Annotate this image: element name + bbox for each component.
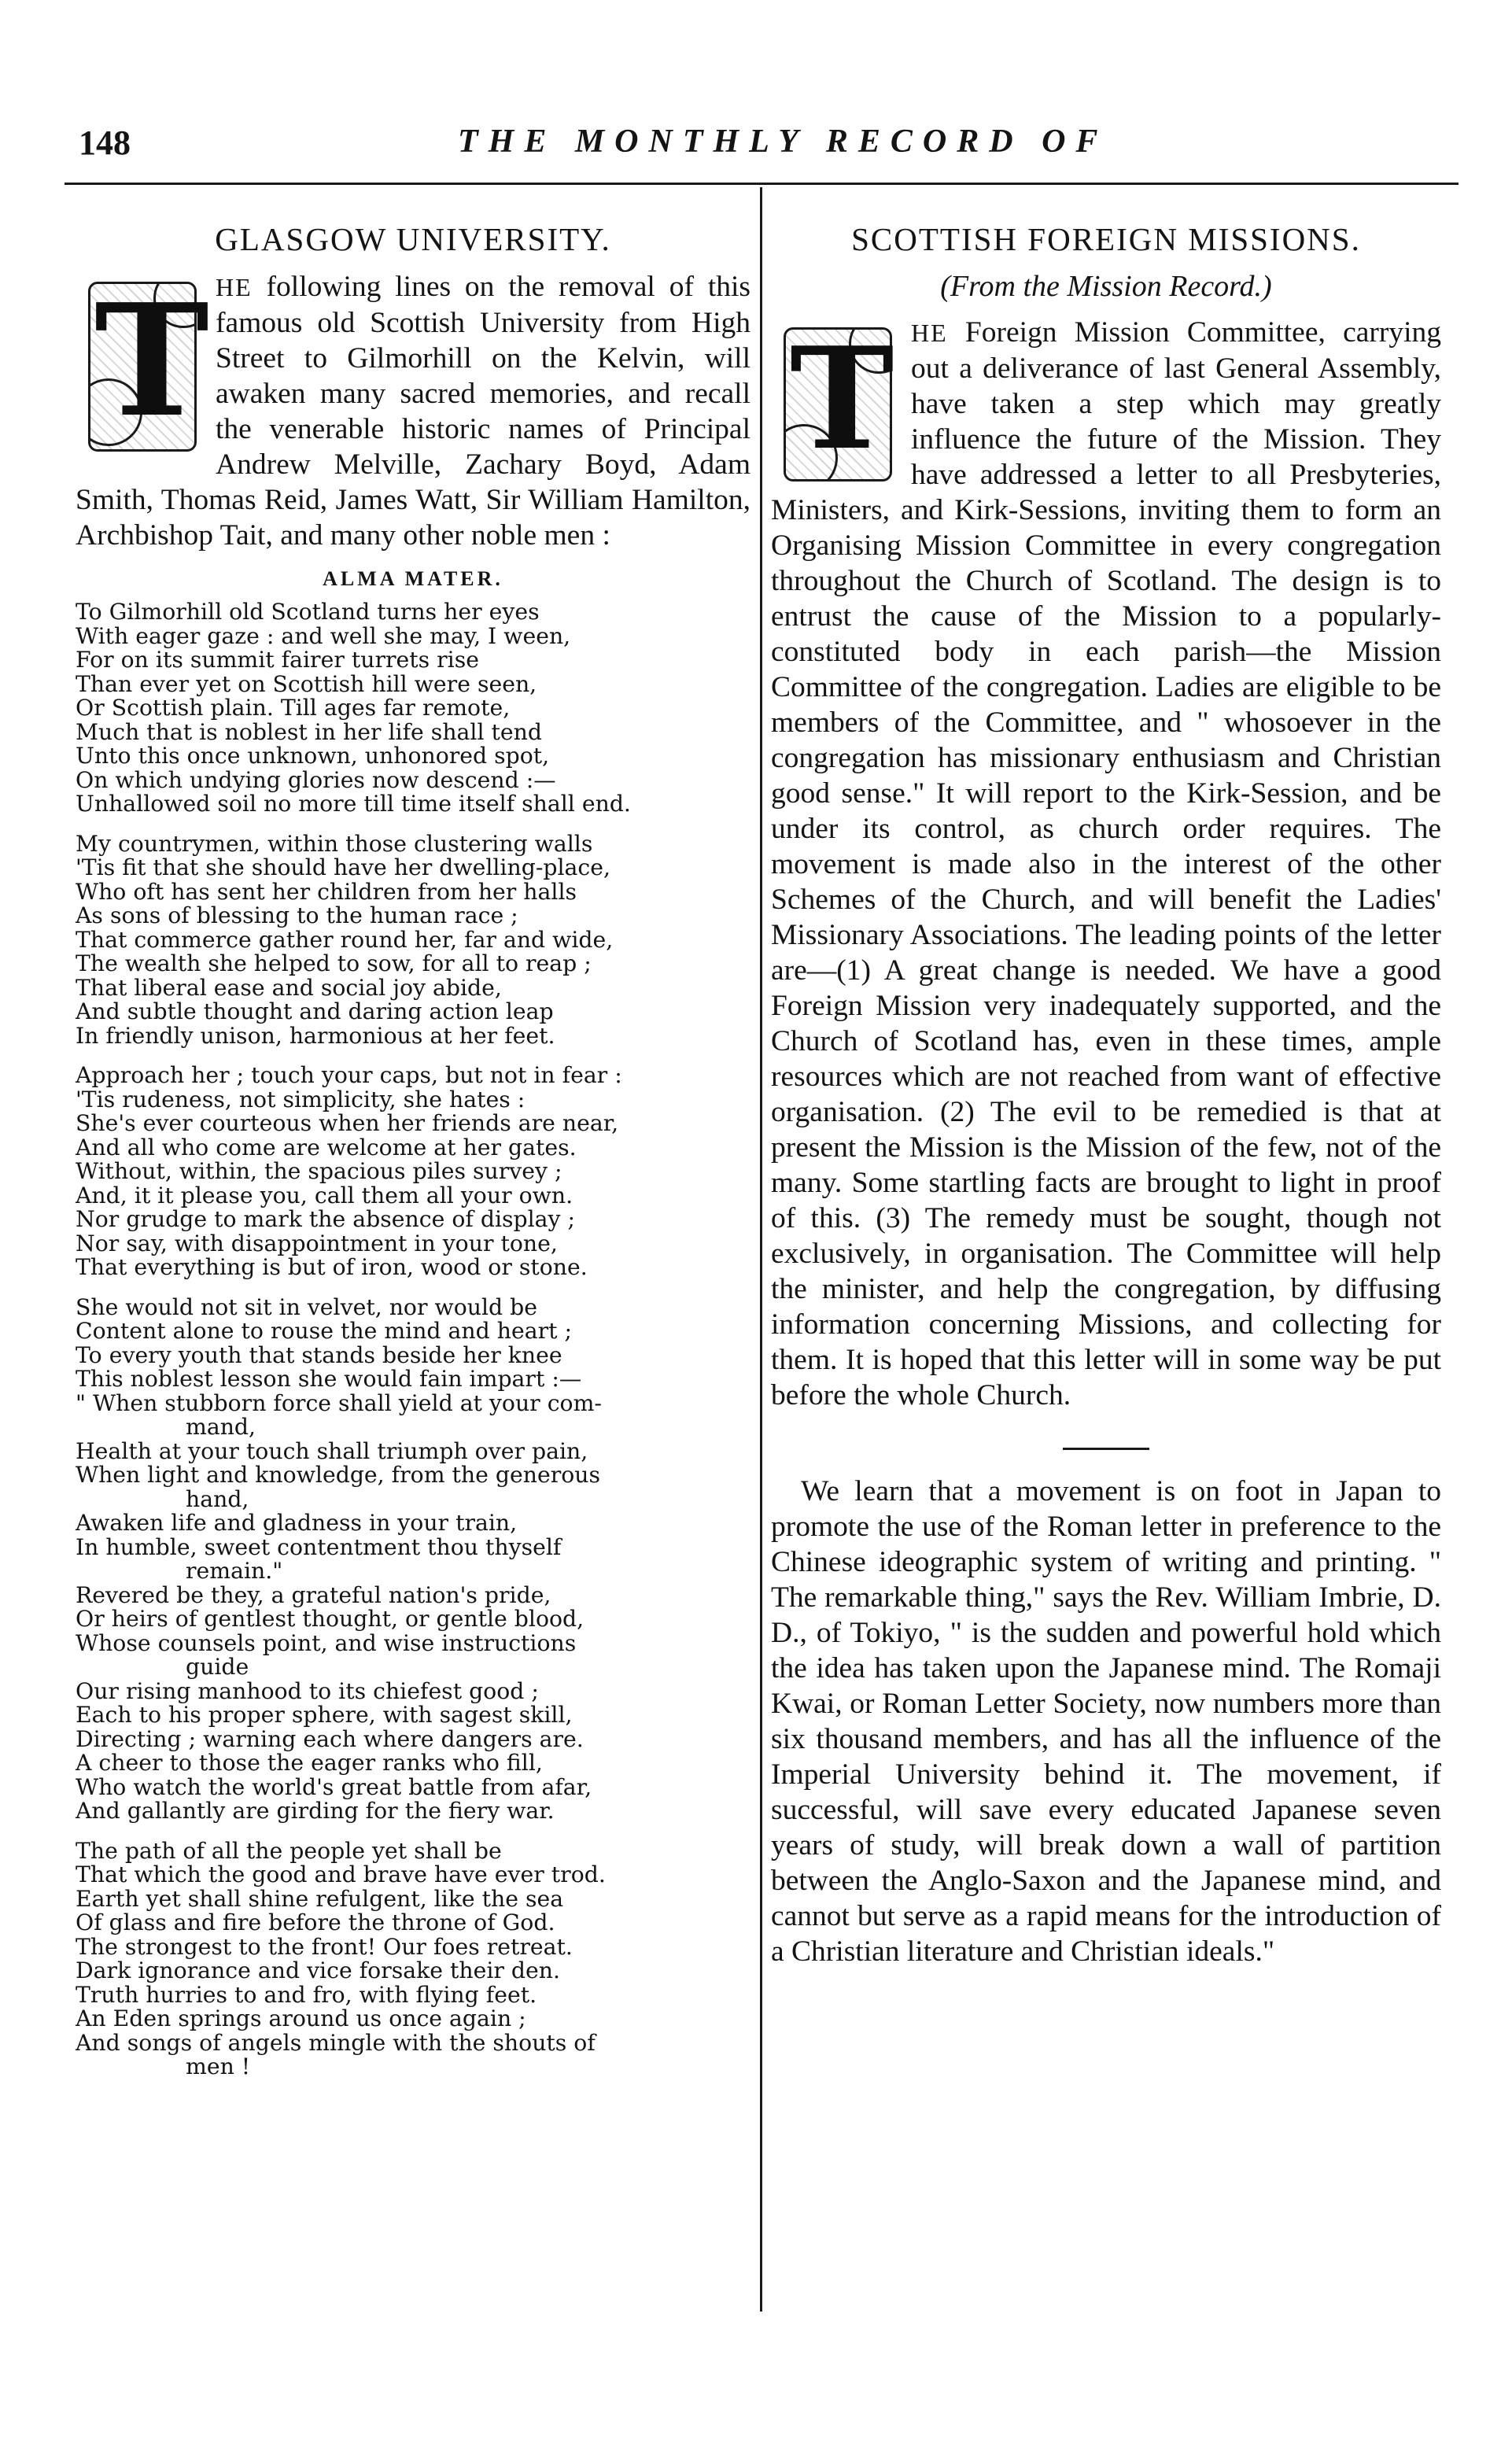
running-header xyxy=(65,118,1457,181)
poem-line: Without, within, the spacious piles survey ; xyxy=(76,1158,562,1184)
poem-stanza xyxy=(76,832,750,1049)
poem-line: 'Tis fit that she should have her dwelling-place, xyxy=(76,854,611,880)
poem-line: That commerce gather round her, far and wide, xyxy=(76,926,614,953)
poem-line: Much that is noblest in her life shall tend xyxy=(76,718,542,745)
poem-line: Who watch the world's great battle from afar, xyxy=(76,1773,592,1800)
poem-line: A cheer to those the eager ranks who fill, xyxy=(76,1750,543,1776)
poem-title: ALMA MATER. xyxy=(323,567,503,590)
poem-line: 'Tis rudeness, not simplicity, she hates : xyxy=(76,1086,526,1112)
poem-line: And songs of angels mingle with the shouts of xyxy=(76,2029,596,2056)
poem-line: men ! xyxy=(186,2053,251,2079)
running-title: THE MONTHLY RECORD OF xyxy=(458,124,1108,160)
poem-line: Directing ; warning each where dangers are. xyxy=(76,1725,584,1752)
poem-line: " When stubborn force shall yield at your com- xyxy=(76,1389,602,1416)
poem-line: And all who come are welcome at her gates. xyxy=(76,1134,577,1160)
poem-line: Awaken life and gladness in your train, xyxy=(76,1510,518,1536)
article-title-glasgow: GLASGOW UNIVERSITY. xyxy=(215,221,611,257)
poem-line: Of glass and fire before the throne of God. xyxy=(76,1909,555,1935)
poem-line: Whose counsels point, and wise instructions xyxy=(76,1629,577,1656)
poem-line: mand, xyxy=(186,1414,256,1440)
poem-line: In friendly unison, harmonious at her feet. xyxy=(76,1022,555,1049)
poem-line: With eager gaze : and well she may, I ween, xyxy=(76,622,571,649)
japan-paragraph: We learn that a movement is on foot in Japan to promote the use of the Roman letter in preference to the Chinese ideographic system of writing and printing. " The remarkable thing," says the Rev. William Imbrie, D. D., of Tokiyo, " is the sudden and powerful hold which the idea has taken upon the Japanese mind. The Romaji Kwai, or Roman Letter Society, now numbers more than six thousand members, and has all the influence of the Imperial University behind it. The movement, if successful, will save every educated Japanese seven years of study, will break down a wall of partition between the Anglo-Saxon and the Japanese mind, and cannot but serve as a rapid means for the introduction of a Christian literature and Christian ideals." xyxy=(771,1475,1441,1968)
poem-line: Each to his proper sphere, with sagest skill, xyxy=(76,1702,573,1728)
poem-line: In humble, sweet contentment thou thyself xyxy=(76,1533,562,1560)
poem-line: Our rising manhood to its chiefest good ; xyxy=(76,1677,539,1704)
poem-line: To every youth that stands beside her knee xyxy=(76,1341,562,1368)
poem-line: My countrymen, within those clustering walls xyxy=(76,830,593,857)
poem-line: To Gilmorhill old Scotland turns her eyes xyxy=(76,599,540,625)
poem-line: Revered be they, a grateful nation's pride, xyxy=(76,1581,551,1608)
poem-stanza xyxy=(76,1839,750,2079)
header-rule xyxy=(65,183,1459,185)
section-separator xyxy=(1063,1448,1149,1450)
poem-line: And gallantly are girding for the fiery war. xyxy=(76,1798,555,1824)
article-source: (From the Mission Record.) xyxy=(940,270,1272,303)
drop-cap-letter: T xyxy=(790,316,894,481)
poem-line: Earth yet shall shine refulgent, like the sea xyxy=(76,1885,564,1912)
poem-line: She would not sit in velvet, nor would be xyxy=(76,1293,537,1320)
poem-line: Or heirs of gentlest thought, or gentle blood, xyxy=(76,1606,585,1632)
poem-line: For on its summit fairer turrets rise xyxy=(76,647,479,673)
poem-alma-mater xyxy=(76,600,750,2079)
poem-line: Unto this once unknown, unhonored spot, xyxy=(76,743,550,769)
poem-stanza xyxy=(76,600,750,817)
poem-line: Approach her ; touch your caps, but not in fear : xyxy=(76,1062,622,1088)
column-divider xyxy=(760,187,762,2312)
page-number: 148 xyxy=(79,124,131,162)
poem-line: Truth hurries to and fro, with flying feet. xyxy=(76,1981,537,2008)
poem-line: That everything is but of iron, wood or stone. xyxy=(76,1254,588,1280)
poem-line: The path of all the people yet shall be xyxy=(76,1837,502,1864)
poem-line: That which the good and brave have ever trod. xyxy=(76,1861,606,1887)
poem-line: guide xyxy=(186,1654,249,1680)
poem-line: The wealth she helped to sow, for all to reap ; xyxy=(76,950,592,976)
article-title-missions: SCOTTISH FOREIGN MISSIONS. xyxy=(851,221,1361,257)
poem-line: Than ever yet on Scottish hill were seen, xyxy=(76,670,537,697)
poem-line: Content alone to rouse the mind and heart ; xyxy=(76,1318,573,1344)
paragraph-first-word: HE xyxy=(911,319,948,347)
missions-paragraph xyxy=(771,315,1441,1413)
right-column xyxy=(771,197,1441,1969)
poem-line: Dark ignorance and vice forsake their den. xyxy=(76,1957,560,1983)
poem-stanza xyxy=(76,1293,750,1824)
intro-text: following lines on the removal of this famous old Scottish University from High Street to Gilmorhill on the Kelvin, will awaken many sacred memories, and recall the venerable historic names of Principal Andrew Melville, Zachary Boyd, Adam Smith, Thomas Reid, James Watt, Sir William Hamilton, Archbishop Tait, and many other noble men : xyxy=(76,271,751,552)
poem-line: When light and knowledge, from the generous xyxy=(76,1462,601,1488)
glasgow-intro xyxy=(76,269,750,553)
left-column xyxy=(76,197,750,2095)
poem-line: Or Scottish plain. Till ages far remote, xyxy=(76,695,511,721)
poem-line: This noblest lesson she would fain impart :— xyxy=(76,1366,582,1392)
poem-line: The strongest to the front! Our foes retreat. xyxy=(76,1933,573,1960)
drop-cap-ornament xyxy=(771,316,900,488)
paragraph-text: Foreign Mission Committee, carrying out a deliverance of last General Assembly, have taken a step which may greatly influence the future of the Mission. They have addressed a letter to all Presbyteries, Ministers, and Kirk-Sessions, inviting them to form an Organising Mission Committee in every congregation throughout the Church of Scotland. The design is to entrust the cause of the Mission to a popularly-constituted body in each parish—the Mission Committee of the congregation. Ladies are eligible to be members of the Committee, and " whosoever in the congregation has missionary enthusiasm and Christian good sense." It will report to the Kirk-Session, and be under its control, as church order requires. The movement is made also in the interest of the other Schemes of the Church, and will benefit the Ladies' Missionary Associations. The leading points of the letter are—(1) A great change is needed. We have a good Foreign Mission very inadequately supported, and the Church of Scotland has, even in these times, ample resources which are not reached from want of effective organisation. (2) The evil to be remedied is that at present the Mission is the Mission of the few, not of the many. Some startling facts are brought to light in proof of this. (3) The remedy must be sought, though not exclusively, in organisation. The Committee will help the minister, and help the congregation, by diffusing information concerning Missions, and collecting for them. It is hoped that this letter will in some way be put before the whole Church. xyxy=(771,316,1441,1411)
poem-line: Nor say, with disappointment in your tone, xyxy=(76,1230,558,1256)
poem-line: remain." xyxy=(186,1558,283,1584)
intro-first-word: HE xyxy=(216,273,253,301)
poem-stanza xyxy=(76,1064,750,1280)
poem-line: As sons of blessing to the human race ; xyxy=(76,902,518,928)
poem-line: Health at your touch shall triumph over pain, xyxy=(76,1437,588,1464)
poem-line: Unhallowed soil no more till time itself shall end. xyxy=(76,791,631,817)
poem-line: That liberal ease and social joy abide, xyxy=(76,974,502,1001)
poem-line: And, it it please you, call them all your own. xyxy=(76,1182,573,1208)
poem-line: Who oft has sent her children from her halls xyxy=(76,878,577,905)
drop-cap-ornament xyxy=(76,271,209,459)
poem-line: Nor grudge to mark the absence of display ; xyxy=(76,1206,576,1232)
poem-line: hand, xyxy=(186,1485,249,1512)
poem-line: And subtle thought and daring action leap xyxy=(76,998,554,1024)
poem-line: She's ever courteous when her friends are near, xyxy=(76,1110,619,1136)
poem-line: An Eden springs around us once again ; xyxy=(76,2005,526,2031)
drop-cap-letter: T xyxy=(94,271,209,452)
poem-line: On which undying glories now descend :— xyxy=(76,766,556,793)
